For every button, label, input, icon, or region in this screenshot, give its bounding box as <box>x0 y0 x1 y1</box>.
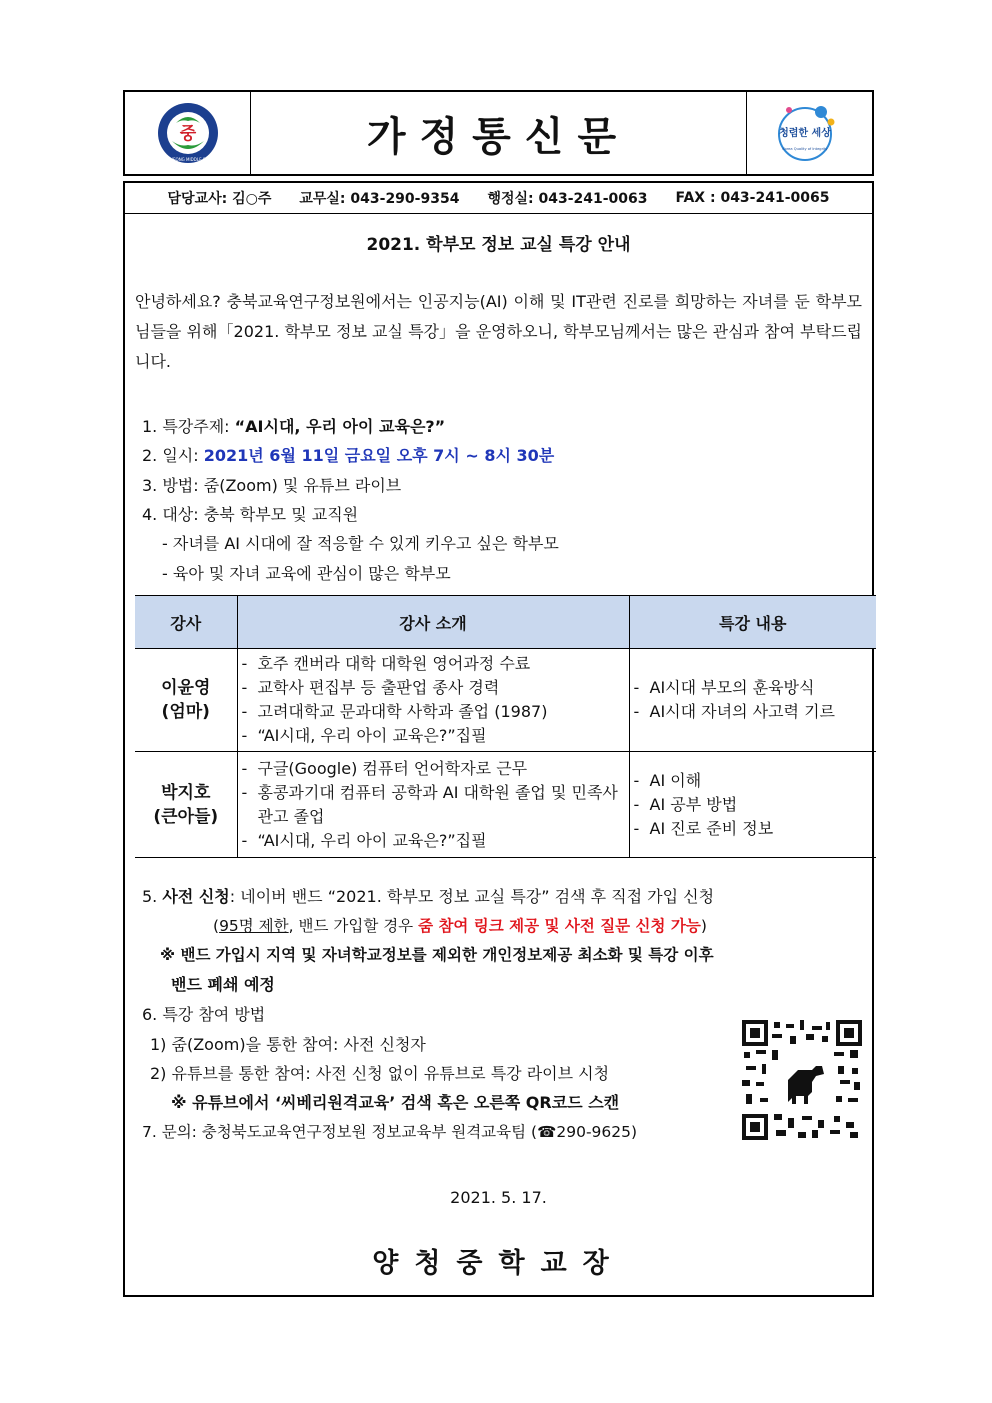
intro-item: - “AI시대, 우리 아이 교육은?”집필 <box>240 724 627 748</box>
lecturer-name: 박지호 <box>161 782 211 803</box>
contact-bar <box>125 183 872 214</box>
participation-note: ※ 유튜브에서 ‘씨베리원격교육’ 검색 혹은 오른쪽 QR코드 스캔 <box>171 1093 620 1112</box>
participation-youtube: 2) 유튜브를 통한 참여: 사전 신청 없이 유튜브로 특강 라이브 시청 <box>150 1064 610 1083</box>
lecture-content-cell <box>629 649 876 752</box>
header-intro: 강사 소개 <box>237 596 629 649</box>
header-box <box>123 90 874 176</box>
page-title: 가정통신문 <box>366 113 631 160</box>
admin-office-phone: 행정실: 043-241-0063 <box>487 191 648 207</box>
registration-note-2: 밴드 폐쇄 예정 <box>171 975 275 994</box>
intro-item: - 구글(Google) 컴퓨터 언어학자로 근무 <box>240 757 627 781</box>
qr-code-icon[interactable] <box>742 1020 862 1140</box>
title-cell <box>251 92 746 174</box>
content-item: - AI 이해 <box>632 769 875 793</box>
integrity-logo-icon <box>775 100 845 166</box>
table-header-row <box>135 596 876 649</box>
participation-zoom: 1) 줌(Zoom)을 통한 참여: 사전 신청자 <box>150 1035 426 1054</box>
intro-item: - “AI시대, 우리 아이 교육은?”집필 <box>240 829 627 853</box>
registration-note-1: ※ 밴드 가입시 지역 및 자녀학교정보를 제외한 개인정보제공 최소화 및 특강 이후 <box>160 946 714 964</box>
topic-value: “AI시대, 우리 아이 교육은?” <box>234 417 446 436</box>
registration-limit-line: (95명 제한, 밴드 가입할 경우 줌 참여 링크 제공 및 사전 질문 신청 가능) <box>213 917 707 935</box>
intro-paragraph: 안녕하세요? 충북교육연구정보원에서는 인공지능(AI) 이해 및 IT관련 진로를 희망하는 자녀를 둔 학부모님들을 위해「2021. 학부모 정보 교실 특강」을 운영하오니, 학부모님께서는 많은 관심과 참여 부탁드립니다. <box>135 292 862 371</box>
inquiry-line: 7. 문의: 충청북도교육연구정보원 정보교육부 원격교육팀 (☎290-9625) <box>142 1123 638 1141</box>
content-item: - AI시대 부모의 훈육방식 <box>632 676 875 700</box>
item-target: 4. 대상: 충북 학부모 및 교직원 <box>142 505 359 524</box>
participation-title: 6. 특강 참여 방법 <box>142 1005 266 1024</box>
table-row <box>135 649 876 752</box>
intro-item: - 호주 캔버라 대학 대학원 영어과정 수료 <box>240 652 627 676</box>
school-logo-text: 중 <box>179 124 196 144</box>
content-item: - AI 진로 준비 정보 <box>632 817 875 841</box>
lecturer-name-cell <box>135 752 237 858</box>
item-date <box>142 443 554 466</box>
lecturer-intro-cell <box>237 649 629 752</box>
lecturer-relation: (큰아들) <box>153 806 219 827</box>
table-row <box>135 752 876 858</box>
principal-signature: 양청중학교장 <box>372 1248 625 1279</box>
content-item: - AI 공부 방법 <box>632 793 875 817</box>
registration-limit: 95명 제한 <box>219 917 289 935</box>
header-lecturer: 강사 <box>135 596 237 649</box>
item-method: 3. 방법: 줌(Zoom) 및 유튜브 라이브 <box>142 476 402 495</box>
intro-item: - 교학사 편집부 등 출판업 종사 경력 <box>240 676 627 700</box>
document-title: 2021. 학부모 정보 교실 특강 안내 <box>366 235 631 255</box>
lecturer-intro-cell <box>237 752 629 858</box>
integrity-logo-caption: Korea Quality of Integrity <box>781 147 828 151</box>
school-logo-cell <box>125 92 251 174</box>
intro-item: - 홍콩과기대 컴퓨터 공학과 AI 대학원 졸업 및 민족사관고 졸업 <box>240 781 627 829</box>
school-logo-caption: YANGCHEONG MIDDLE SCHOOL <box>155 157 220 162</box>
school-logo-icon <box>156 101 220 165</box>
date-value: 2021년 6월 11일 금요일 오후 7시 ~ 8시 30분 <box>203 446 555 465</box>
registration-label: 사전 신청 <box>162 887 230 906</box>
lecturer-table <box>135 595 876 858</box>
issue-date: 2021. 5. 17. <box>450 1188 547 1207</box>
lecturer-name-cell <box>135 649 237 752</box>
item-topic <box>142 414 445 437</box>
content-item: - AI시대 자녀의 사고력 기르 <box>632 700 875 724</box>
date-label: 2. 일시: <box>142 446 204 465</box>
target-sub-1: - 자녀를 AI 시대에 잘 적응할 수 있게 키우고 싶은 학부모 <box>162 534 559 553</box>
topic-label: 1. 특강주제: <box>142 417 235 436</box>
lecturer-name: 이윤영 <box>161 678 211 698</box>
header-content: 특강 내용 <box>629 596 876 649</box>
teacher-contact: 담당교사: 김○주 <box>167 191 272 207</box>
staff-room-phone: 교무실: 043-290-9354 <box>299 191 460 207</box>
integrity-logo-cell <box>746 92 872 174</box>
registration-line: 5. 사전 신청: 네이버 밴드 “2021. 학부모 정보 교실 특강” 검색 후 직접 가입 신청 <box>142 887 715 906</box>
fax-number: FAX : 043-241-0065 <box>675 190 830 206</box>
registration-text: : 네이버 밴드 “2021. 학부모 정보 교실 특강” 검색 후 직접 가입 신청 <box>229 887 715 906</box>
registration-highlight: 줌 참여 링크 제공 및 사전 질문 신청 가능 <box>418 917 701 935</box>
target-sub-2: - 육아 및 자녀 교육에 관심이 많은 학부모 <box>162 564 451 583</box>
main-box <box>123 181 874 1297</box>
integrity-logo-text: 청렴한 세상 <box>778 128 831 139</box>
lecture-content-cell <box>629 752 876 858</box>
intro-item: - 고려대학교 문과대학 사학과 졸업 (1987) <box>240 700 627 724</box>
lecturer-relation: (엄마) <box>161 702 210 722</box>
